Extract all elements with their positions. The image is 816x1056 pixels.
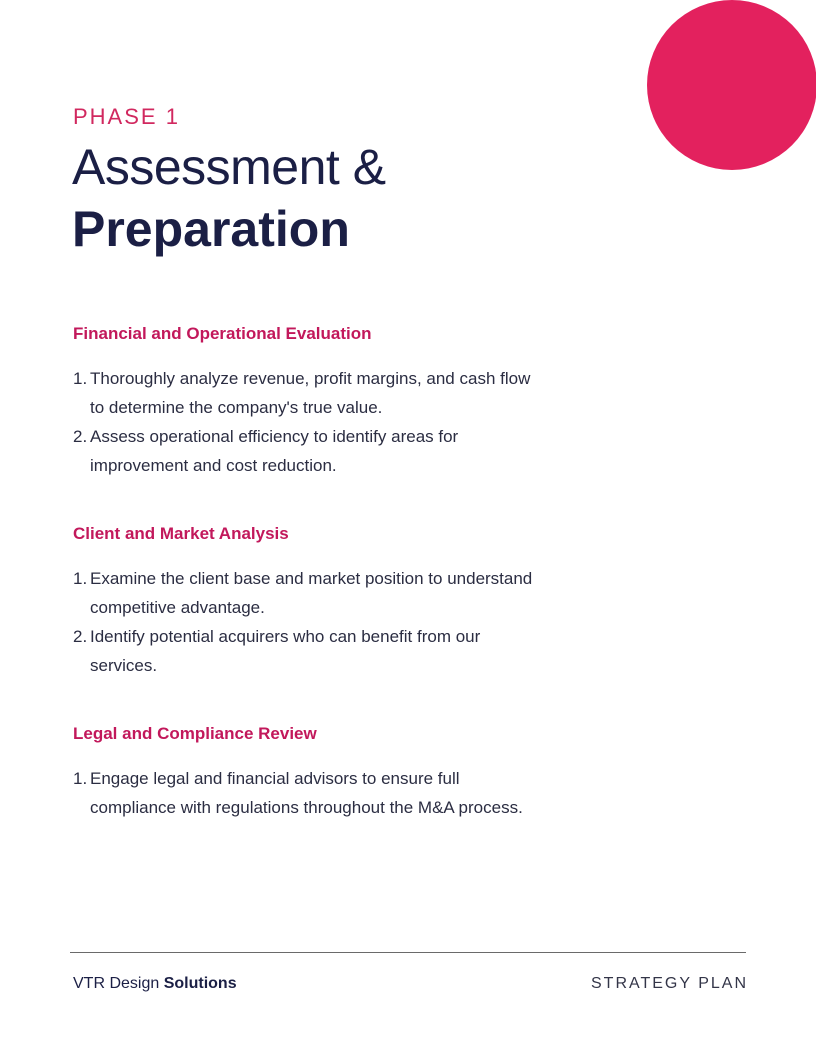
- page-title-line-1: Assessment &: [72, 139, 386, 195]
- list-number: 1.: [73, 769, 88, 788]
- page-title-line-2: Preparation: [72, 201, 350, 257]
- section-client-market-analysis: [73, 524, 533, 680]
- section-heading: Legal and Compliance Review: [73, 724, 317, 743]
- list-item: [73, 422, 533, 480]
- list-number: 1.: [73, 569, 88, 588]
- list-item-text: Identify potential acquirers who can benefit from our services.: [90, 627, 481, 675]
- list-item: [73, 564, 533, 622]
- company-name-regular: VTR Design: [73, 975, 160, 992]
- decorative-circle: [647, 0, 816, 170]
- list-item: [73, 622, 533, 680]
- footer-divider: [70, 952, 746, 953]
- phase-label: PHASE 1: [73, 104, 180, 129]
- list-item-text: Assess operational efficiency to identify areas for improvement and cost reduction.: [90, 427, 459, 475]
- footer-document-type: STRATEGY PLAN: [591, 975, 748, 992]
- list-item: [73, 764, 533, 822]
- section-legal-compliance-review: [73, 724, 533, 822]
- numbered-list: [73, 364, 533, 480]
- section-financial-evaluation: [73, 324, 533, 480]
- section-heading: Financial and Operational Evaluation: [73, 324, 372, 343]
- numbered-list: [73, 564, 533, 680]
- list-number: 2.: [73, 427, 88, 446]
- list-number: 1.: [73, 369, 88, 388]
- list-item: [73, 364, 533, 422]
- list-number: 2.: [73, 627, 88, 646]
- list-item-text: Engage legal and financial advisors to ensure full compliance with regulations throughout the M&A process.: [90, 769, 523, 817]
- footer-company-name: [73, 975, 237, 993]
- list-item-text: Examine the client base and market position to understand competitive advantage.: [90, 569, 533, 617]
- numbered-list: [73, 764, 533, 822]
- list-item-text: Thoroughly analyze revenue, profit margins, and cash flow to determine the company's true value.: [90, 369, 531, 417]
- section-heading: Client and Market Analysis: [73, 524, 289, 543]
- company-name-bold: Solutions: [163, 975, 237, 992]
